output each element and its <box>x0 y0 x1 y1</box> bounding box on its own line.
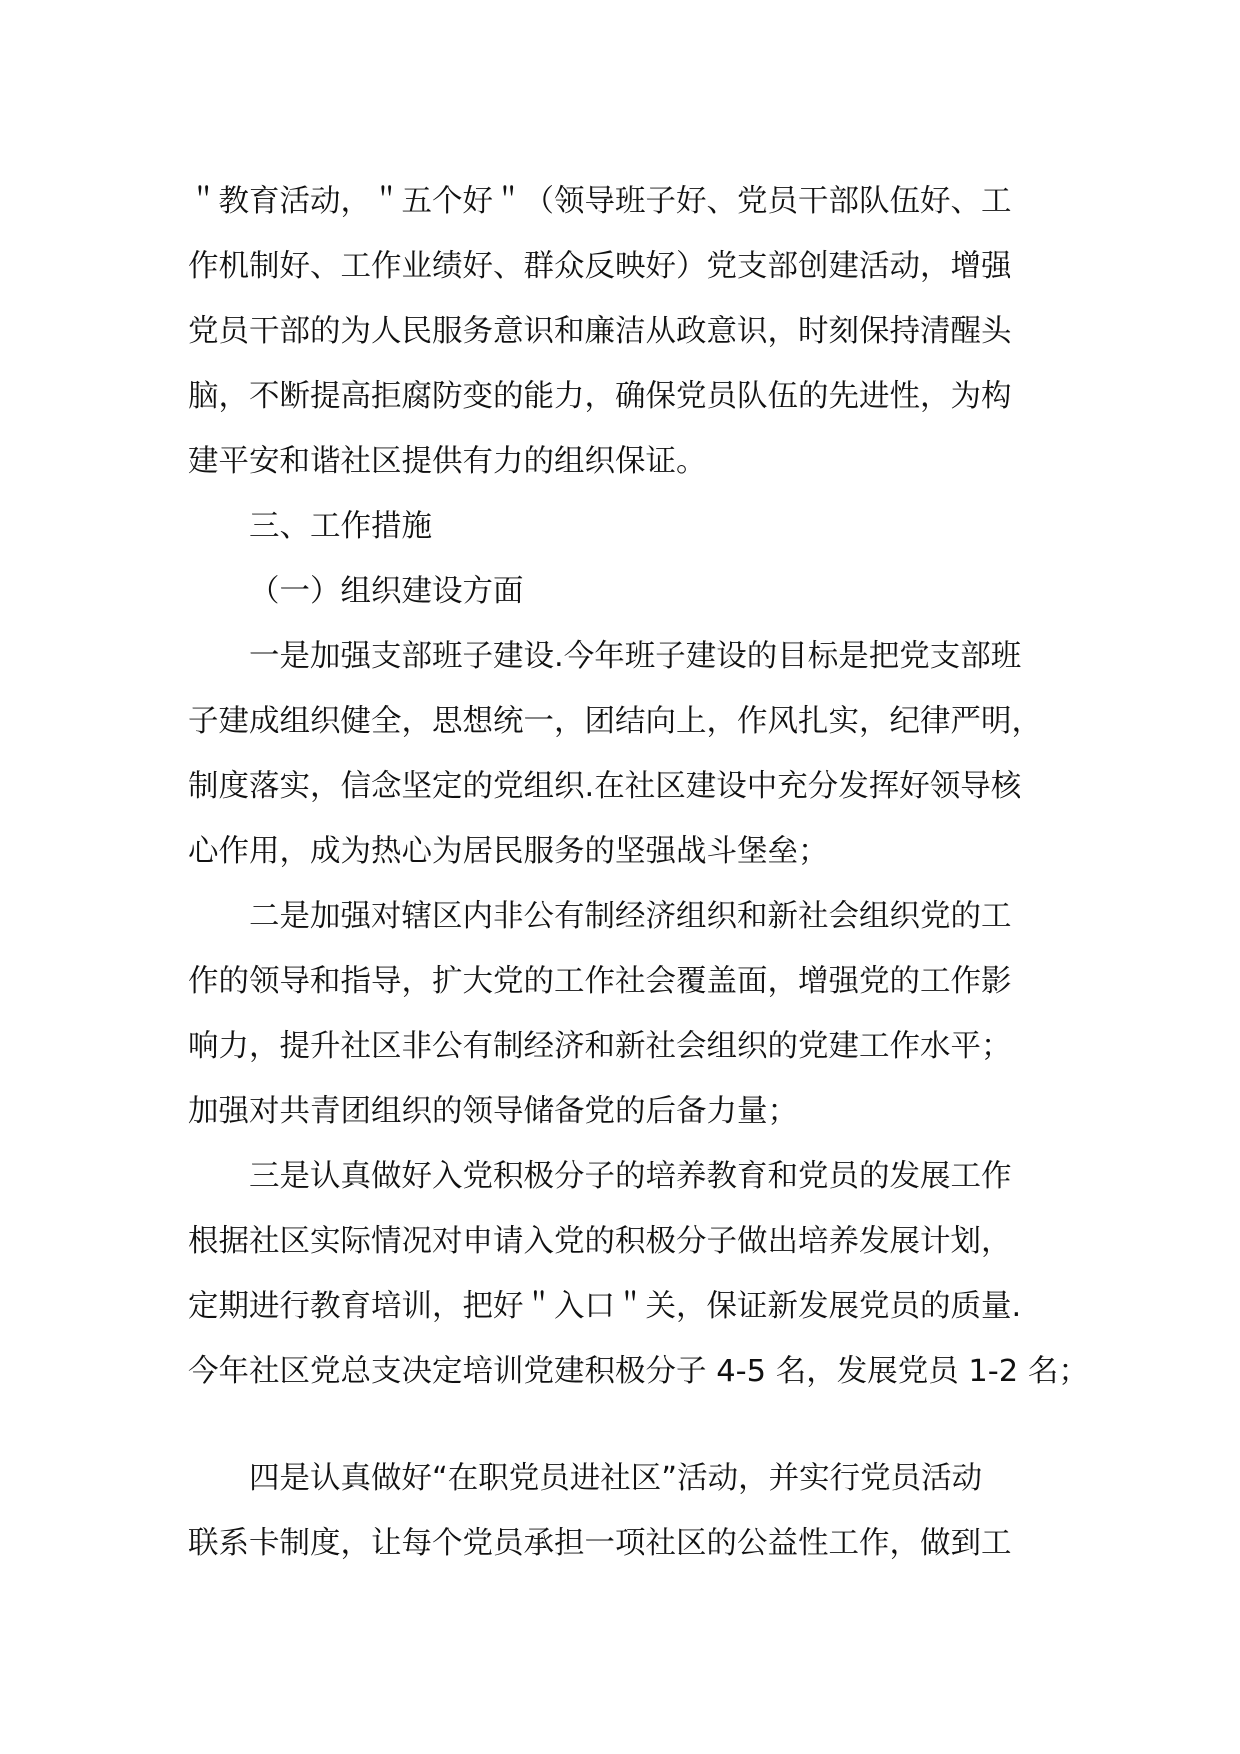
paragraph-start: 三是认真做好入党积极分子的培养教育和党员的发展工作 <box>249 1159 1012 1194</box>
text-line: 作的领导和指导，扩大党的工作社会覆盖面，增强党的工作影 <box>188 964 1012 999</box>
text-line: 响力，提升社区非公有制经济和新社会组织的党建工作水平； <box>188 1029 1012 1064</box>
section-heading: 三、工作措施 <box>249 509 432 544</box>
text-line: 定期进行教育培训，把好＂入口＂关，保证新发展党员的质量. <box>188 1289 1022 1324</box>
text-line: 建平安和谐社区提供有力的组织保证。 <box>188 444 707 479</box>
text-line: 脑，不断提高拒腐防变的能力，确保党员队伍的先进性，为构 <box>188 379 1012 414</box>
paragraph-start: 四是认真做好“在职党员进社区”活动，并实行党员活动 <box>249 1461 983 1496</box>
subsection-heading: （一）组织建设方面 <box>249 574 524 609</box>
text-line: 制度落实，信念坚定的党组织.在社区建设中充分发挥好领导核 <box>188 769 1022 804</box>
text-line: 加强对共青团组织的领导储备党的后备力量； <box>188 1094 798 1129</box>
text-line: ＂教育活动，＂五个好＂（领导班子好、党员干部队伍好、工 <box>188 184 1012 219</box>
text-line: 心作用，成为热心为居民服务的坚强战斗堡垒； <box>188 834 829 869</box>
text-line: 根据社区实际情况对申请入党的积极分子做出培养发展计划， <box>188 1224 1012 1259</box>
text-line: 今年社区党总支决定培训党建积极分子 4-5 名，发展党员 1-2 名； <box>188 1354 1089 1389</box>
text-line: 党员干部的为人民服务意识和廉洁从政意识，时刻保持清醒头 <box>188 314 1012 349</box>
paragraph-start: 一是加强支部班子建设.今年班子建设的目标是把党支部班 <box>249 639 1022 674</box>
paragraph-start: 二是加强对辖区内非公有制经济组织和新社会组织党的工 <box>249 899 1012 934</box>
text-line: 作机制好、工作业绩好、群众反映好）党支部创建活动，增强 <box>188 249 1012 284</box>
text-line: 子建成组织健全，思想统一，团结向上，作风扎实，纪律严明， <box>188 704 1042 739</box>
text-line: 联系卡制度，让每个党员承担一项社区的公益性工作，做到工 <box>188 1526 1012 1561</box>
document-body <box>188 169 1089 1576</box>
